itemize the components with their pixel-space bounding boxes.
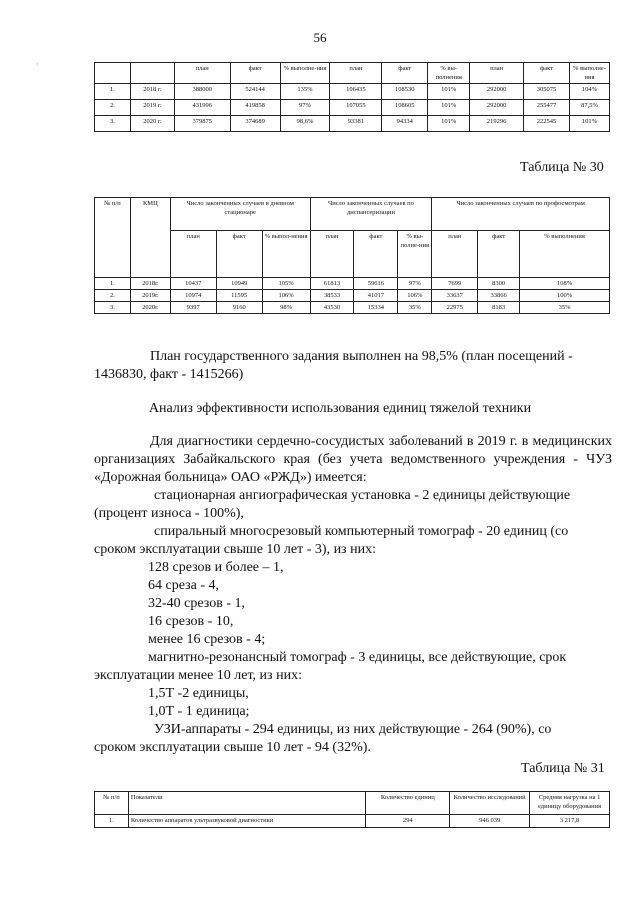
header-cell: план (330, 63, 382, 84)
cell: 93381 (330, 116, 382, 132)
text-line: сроком эксплуатации свыше 10 лет - 3), из них: (94, 542, 376, 557)
cell: 1. (95, 815, 129, 828)
header-cell: план (470, 63, 524, 84)
cell: 2019г. (130, 290, 170, 302)
header-day-hospital: Число законченных случаев в дневном стационаре (170, 198, 310, 231)
cell: 106% (262, 290, 310, 302)
cell: 10949 (216, 278, 262, 290)
table-31-label: Таблица № 31 (521, 761, 605, 776)
cell: 431996 (174, 100, 230, 116)
cell: 61813 (310, 278, 354, 290)
subheader-cell: факт (354, 231, 398, 278)
cell: 33866 (478, 290, 520, 302)
cell: 2018 г. (130, 84, 174, 100)
cell: 38533 (310, 290, 354, 302)
cell: 107055 (330, 100, 382, 116)
cell: 219296 (470, 116, 524, 132)
cell: 292000 (470, 100, 524, 116)
cell: 101% (428, 84, 470, 100)
cell: 22975 (432, 302, 478, 314)
cell: 9397 (170, 302, 216, 314)
table-header-row (95, 198, 610, 231)
table-row (95, 815, 610, 828)
cell: 8300 (478, 278, 520, 290)
cell: 101% (428, 100, 470, 116)
table-subheader-row (95, 231, 610, 278)
cell: 292000 (470, 84, 524, 100)
cell: 87,5% (569, 100, 609, 116)
cell: 41017 (354, 290, 398, 302)
text-line: 16 срезов - 10, (148, 614, 234, 629)
cell: 98,6% (280, 116, 330, 132)
header-cell: % выполне-ния (569, 63, 609, 84)
cell: 11595 (216, 290, 262, 302)
header-cell: факт (382, 63, 428, 84)
table-row (95, 302, 610, 314)
cell: 1. (95, 84, 131, 100)
cell: 946 039 (450, 815, 530, 828)
cell: 2018г. (130, 278, 170, 290)
cell: 106435 (330, 84, 382, 100)
text-line: эксплуатации менее 10 лет, из них: (94, 668, 302, 683)
header-cell: факт (524, 63, 570, 84)
cell: 135% (280, 84, 330, 100)
text-line: стационарная ангиографическая установка - 2 единицы действующие (154, 488, 571, 503)
table-30-label: Таблица № 30 (520, 160, 604, 175)
cell: 35% (398, 302, 432, 314)
text-line: 128 срезов и более – 1, (148, 560, 284, 575)
cell: 108605 (382, 100, 428, 116)
text-line: сроком эксплуатации свыше 10 лет - 94 (32%). (94, 740, 371, 755)
header-checkups: Число законченных случаев по профосмотрам (432, 198, 610, 231)
subheader-cell: факт (478, 231, 520, 278)
table-row (95, 290, 610, 302)
subheader-cell: план (170, 231, 216, 278)
cell: 98% (262, 302, 310, 314)
subheader-cell: % выпол-нения (262, 231, 310, 278)
text-line: спиральный многосрезовый компьютерный томограф - 20 единиц (со (154, 524, 569, 539)
header-cell: % выполне-ния (280, 63, 330, 84)
subheader-cell: % вы-полне-ния (398, 231, 432, 278)
text-line: УЗИ-аппараты - 294 единицы, из них действующие - 264 (90%), со (154, 722, 552, 737)
cell: 3. (95, 116, 131, 132)
cell: 2. (95, 290, 131, 302)
cell: 108530 (382, 84, 428, 100)
cell: 97% (398, 278, 432, 290)
header-cell: факт (230, 63, 280, 84)
table-continuation (94, 62, 610, 132)
header-cell: Показатели (128, 792, 365, 815)
cell: Количество аппаратов ультразвуковой диагностики (128, 815, 365, 828)
header-cell: № п/п (95, 792, 129, 815)
header-cell: % вы-полнения (428, 63, 470, 84)
margin-mark: · (36, 60, 39, 69)
header-kmc: КМЦ (130, 198, 170, 278)
cell: 94334 (382, 116, 428, 132)
cell: 294 (366, 815, 450, 828)
table-header-row (95, 792, 610, 815)
header-dispensary: Число законченных случаев по диспансеризации (310, 198, 432, 231)
subheader-cell: факт (216, 231, 262, 278)
cell: 305075 (524, 84, 570, 100)
subheader-cell: план (310, 231, 354, 278)
cell: 419858 (230, 100, 280, 116)
header-cell: Средняя нагрузка на 1 единицу оборудования (530, 792, 610, 815)
section-heading: Анализ эффективности использования единиц тяжелой техники (148, 401, 532, 416)
header-cell (95, 63, 131, 84)
text-line: магнитно-резонансный томограф - 3 единицы, все действующие, срок (148, 650, 567, 665)
table-row (95, 278, 610, 290)
cell: 2020 г. (130, 116, 174, 132)
cell: 10437 (170, 278, 216, 290)
header-cell: Количество исследований (450, 792, 530, 815)
cell: 222545 (524, 116, 570, 132)
cell: 43530 (310, 302, 354, 314)
cell: 108% (520, 278, 610, 290)
table-row (95, 116, 610, 132)
cell: 104% (569, 84, 609, 100)
cell: 105% (262, 278, 310, 290)
header-cell: план (174, 63, 230, 84)
cell: 3. (95, 302, 131, 314)
table-30 (94, 197, 610, 314)
cell: 255477 (524, 100, 570, 116)
text-line: 1,5Т -2 единицы, (148, 686, 249, 701)
table-header-row (95, 63, 610, 84)
cell: 100% (520, 290, 610, 302)
cell: 35% (520, 302, 610, 314)
table-row (95, 100, 610, 116)
intro-paragraph: Для диагностики сердечно-сосудистых заболеваний в 2019 г. в медицинских организациях Забайкальского края (без учета ведомственного учреждения - ЧУЗ «Дорожная больница» ОАО «РЖД») имеется: (94, 434, 612, 485)
cell: 8183 (478, 302, 520, 314)
text-line: 1,0Т - 1 единица; (148, 704, 250, 719)
page-number: 56 (313, 30, 327, 45)
cell: 2020г. (130, 302, 170, 314)
cell: 379875 (174, 116, 230, 132)
plan-summary-line-1: План государственного задания выполнен на 98,5% (план посещений - (150, 349, 573, 364)
subheader-cell: % выполнения (520, 231, 610, 278)
cell: 59616 (354, 278, 398, 290)
header-cell (130, 63, 174, 84)
text-line: (процент износа - 100%), (94, 506, 244, 521)
text-line: менее 16 срезов - 4; (148, 632, 266, 647)
cell: 2. (95, 100, 131, 116)
cell: 15334 (354, 302, 398, 314)
cell: 524144 (230, 84, 280, 100)
cell: 106% (398, 290, 432, 302)
table-row (95, 84, 610, 100)
cell: 101% (569, 116, 609, 132)
cell: 10974 (170, 290, 216, 302)
cell: 3 217,8 (530, 815, 610, 828)
header-num: № п/п (95, 198, 131, 278)
plan-summary-line-2: 1436830, факт - 1415266) (94, 367, 244, 382)
text-line: 64 среза - 4, (148, 578, 220, 593)
cell: 97% (280, 100, 330, 116)
cell: 33637 (432, 290, 478, 302)
cell: 2019 г. (130, 100, 174, 116)
table-31 (94, 791, 610, 828)
text-line: 32-40 срезов - 1, (148, 596, 245, 611)
cell: 7699 (432, 278, 478, 290)
header-cell: Количество единиц (366, 792, 450, 815)
cell: 9160 (216, 302, 262, 314)
subheader-cell: план (432, 231, 478, 278)
cell: 101% (428, 116, 470, 132)
cell: 1. (95, 278, 131, 290)
cell: 374689 (230, 116, 280, 132)
cell: 388000 (174, 84, 230, 100)
